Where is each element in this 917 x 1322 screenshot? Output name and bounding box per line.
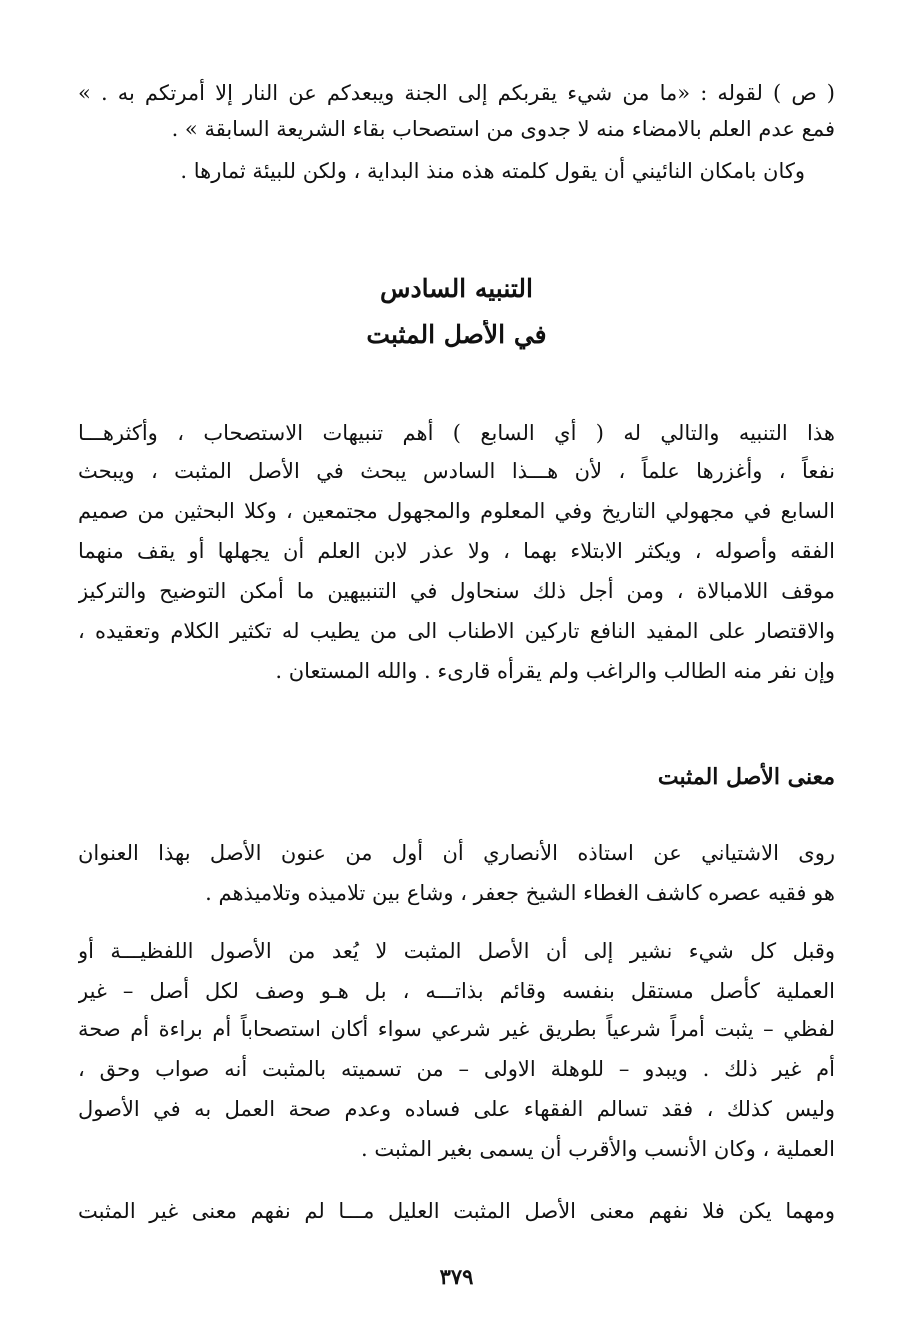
meaning-heading: معنى الأصل المثبت bbox=[657, 764, 835, 790]
intro-line-2: نفعاً ، وأغزرها علماً ، لأن هـــذا السادس يبحث في الأصل المثبت ، ويبحث bbox=[78, 459, 835, 483]
top-quote-line-3: وكان بامكان النائيني أن يقول كلمته هذه منذ البداية ، ولكن للبيئة ثمارها . bbox=[180, 159, 805, 183]
intro-line-1: هذا التنبيه والتالي له ( أي السابع ) أهم تنبيهات الاستصحاب ، وأكثرهـــا bbox=[78, 421, 835, 445]
intro-line-4: الفقه وأصوله ، ويكثر الابتلاء بهما ، ولا عذر لابن العلم أن يجهلها أو يقف منهما bbox=[78, 539, 835, 563]
meaning-p3-line-1: ومهما يكن فلا نفهم معنى الأصل المثبت العليل مـــا لم نفهم معنى غير المثبت bbox=[78, 1199, 835, 1223]
intro-line-7: وإن نفر منه الطالب والراغب ولم يقرأه قارىء . والله المستعان . bbox=[275, 659, 835, 683]
page-number: ٣٧٩ bbox=[439, 1264, 474, 1289]
top-quote-line-2: فمع عدم العلم بالامضاء منه لا جدوى من استصحاب بقاء الشريعة السابقة » . bbox=[171, 117, 835, 141]
meaning-p2-line-2: العملية كأصل مستقل بنفسه وقائم بذاتـــه ، بل هـو وصف لكل أصل – غير bbox=[78, 979, 835, 1003]
book-page bbox=[78, 0, 835, 1322]
intro-line-3: السابع في مجهولي التاريخ وفي المعلوم والمجهول مجتمعين ، وكلا البحثين من صميم bbox=[78, 499, 835, 523]
intro-line-6: والاقتصار على المفيد النافع تاركين الاطناب الى من يطيب له تكثير الكلام وتعقيده ، bbox=[78, 619, 835, 643]
intro-line-5: موقف اللامبالاة ، ومن أجل ذلك سنحاول في التنبيهين ما أمكن التوضيح والتركيز bbox=[78, 579, 835, 603]
meaning-p2-line-3: لفظي – يثبت أمراً شرعياً بطريق غير شرعي سواء أكان استصحاباً أم براءة أم صحة bbox=[78, 1017, 835, 1041]
section-subtitle: في الأصل المثبت bbox=[366, 320, 547, 349]
meaning-p2-line-1: وقبل كل شيء نشير إلى أن الأصل المثبت لا يُعد من الأصول اللفظيـــة أو bbox=[78, 939, 835, 963]
meaning-p1-line-2: هو فقيه عصره كاشف الغطاء الشيخ جعفر ، وشاع بين تلاميذه وتلاميذهم . bbox=[205, 881, 835, 905]
meaning-p2-line-5: وليس كذلك ، فقد تسالم الفقهاء على فساده وعدم صحة العمل به في الأصول bbox=[78, 1097, 835, 1121]
meaning-p2-line-6: العملية ، وكان الأنسب والأقرب أن يسمى بغير المثبت . bbox=[361, 1137, 835, 1161]
meaning-p1-line-1: روى الاشتياني عن استاذه الأنصاري أن أول من عنون الأصل بهذا العنوان bbox=[78, 841, 835, 865]
meaning-p2-line-4: أم غير ذلك . ويبدو – للوهلة الاولى – من تسميته بالمثبت أنه صواب وحق ، bbox=[78, 1057, 835, 1081]
top-quote-line-1: ( ص ) لقوله : «ما من شيء يقربكم إلى الجنة ويبعدكم عن النار إلا أمرتكم به . » bbox=[78, 81, 835, 105]
section-title: التنبيه السادس bbox=[380, 274, 533, 303]
